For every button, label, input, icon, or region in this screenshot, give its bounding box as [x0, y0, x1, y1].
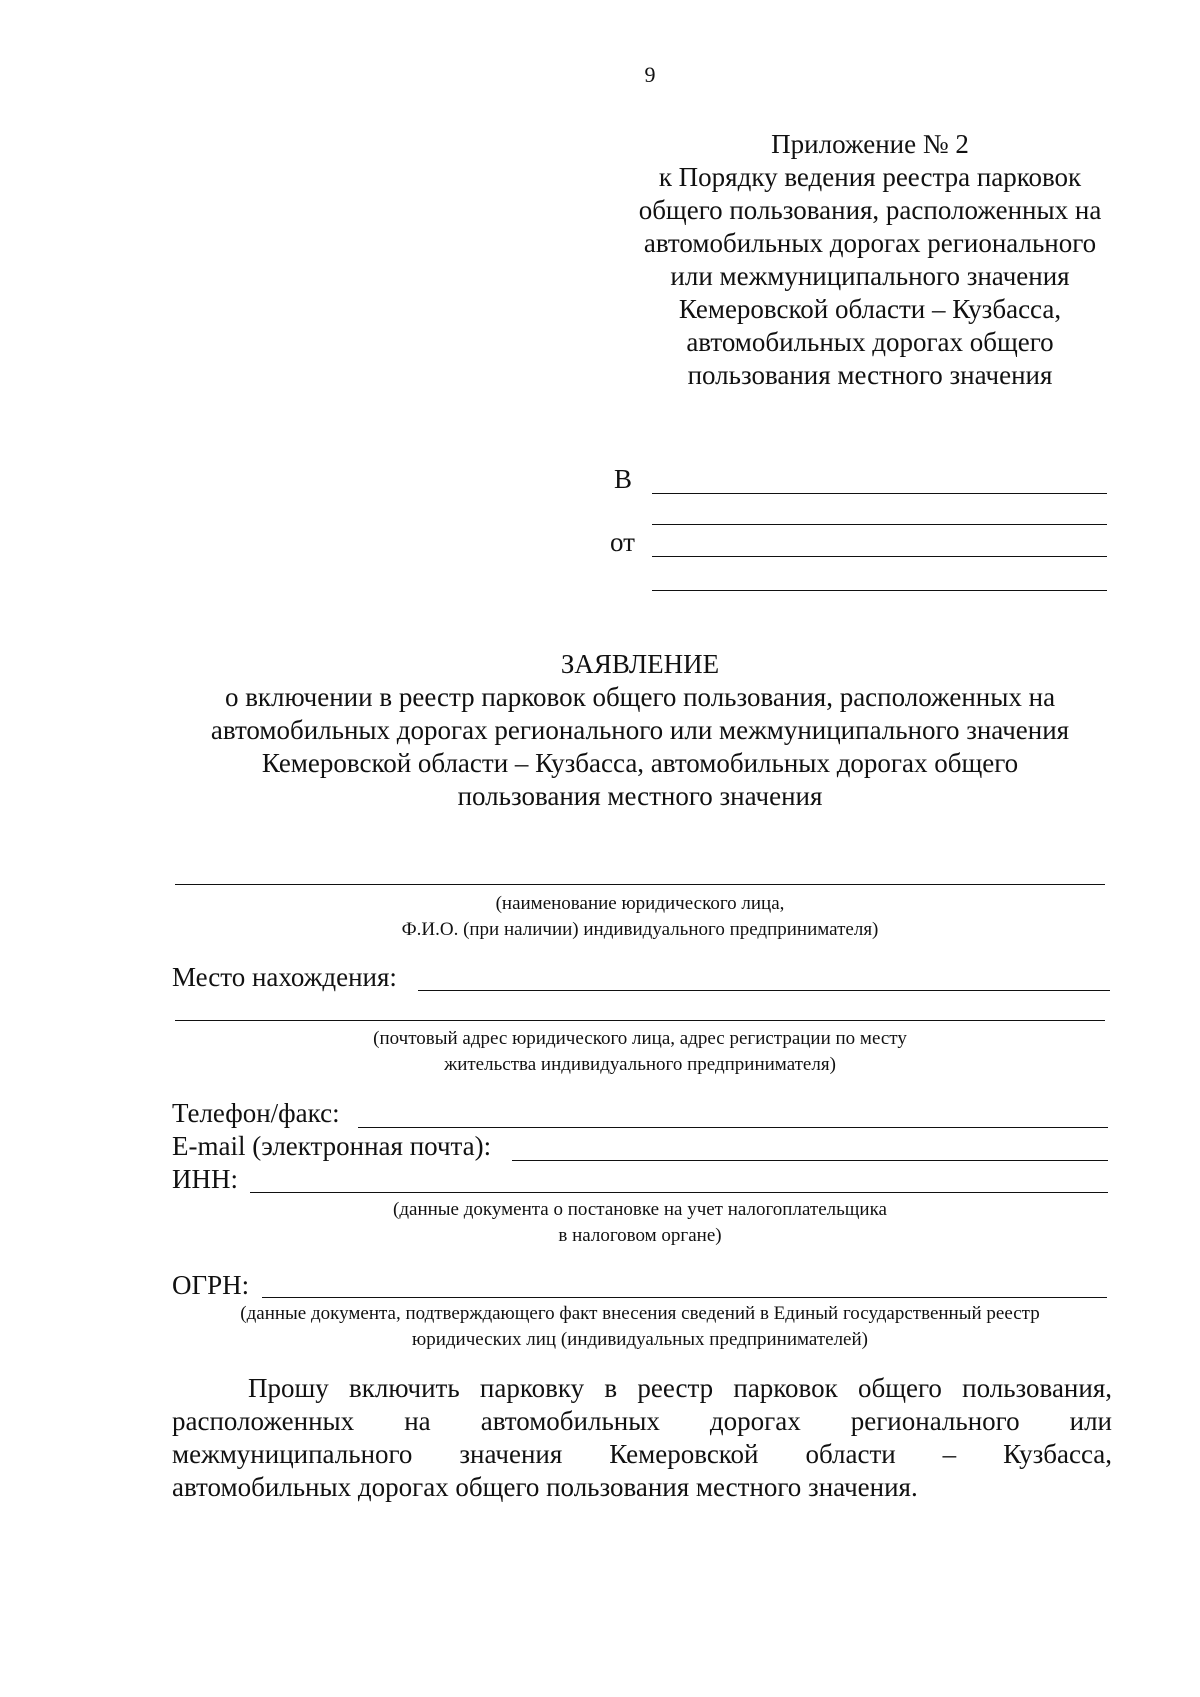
title-line: автомобильных дорогах регионального или межмуниципального значения: [210, 715, 1070, 745]
appendix-line: Кемеровской области – Кузбасса,: [678, 294, 1062, 324]
title-line: пользования местного значения: [457, 781, 823, 811]
appendix-line: автомобильных дорогах общего: [686, 327, 1054, 357]
inn-caption-1: (данные документа о постановке на учет налогоплательщика: [393, 1199, 887, 1220]
title-line: о включении в реестр парковок общего пользования, расположенных на: [224, 682, 1056, 712]
phone-label: Телефон/факс:: [172, 1098, 340, 1128]
request-paragraph: [172, 1372, 1112, 1504]
ogrn-field-line[interactable]: [262, 1297, 1107, 1298]
inn-label: ИНН:: [172, 1164, 238, 1194]
appendix-line: автомобильных дорогах регионального: [643, 228, 1097, 258]
email-field-line[interactable]: [512, 1160, 1108, 1161]
appendix-line: к Порядку ведения реестра парковок: [658, 162, 1082, 192]
ogrn-caption-1: (данные документа, подтверждающего факт внесения сведений в Единый государственный реестр: [240, 1303, 1040, 1324]
request-line: автомобильных дорогах общего пользования местного значения.: [172, 1472, 918, 1502]
from-label: от: [610, 527, 635, 557]
name-field-line[interactable]: [175, 884, 1105, 885]
page-number: 9: [644, 62, 656, 87]
ogrn-caption-2: юридических лиц (индивидуальных предпринимателей): [412, 1329, 868, 1350]
to-field-line-2[interactable]: [652, 524, 1107, 525]
name-caption-2: Ф.И.О. (при наличии) индивидуального предпринимателя): [401, 919, 879, 940]
appendix-line: Приложение № 2: [771, 129, 969, 159]
appendix-header: [620, 128, 1120, 392]
title-heading: ЗАЯВЛЕНИЕ: [560, 649, 720, 679]
to-field-line-1[interactable]: [652, 493, 1107, 494]
appendix-line: или межмуниципального значения: [670, 261, 1070, 291]
inn-caption-2: в налоговом органе): [558, 1225, 722, 1246]
location-caption-2: жительства индивидуального предпринимателя): [444, 1054, 836, 1075]
phone-field-line[interactable]: [358, 1127, 1108, 1128]
ogrn-label: ОГРН:: [172, 1270, 250, 1300]
email-label: E-mail (электронная почта):: [172, 1131, 492, 1161]
from-field-line-1[interactable]: [652, 556, 1107, 557]
appendix-line: общего пользования, расположенных на: [638, 195, 1102, 225]
to-label: В: [614, 464, 633, 494]
location-field-line-2[interactable]: [175, 1020, 1105, 1021]
request-line: Прошу включить парковку в реестр парковок общего пользования,: [248, 1373, 1112, 1403]
inn-field-line[interactable]: [250, 1192, 1108, 1193]
location-caption-1: (почтовый адрес юридического лица, адрес регистрации по месту: [373, 1028, 907, 1049]
application-title: [140, 648, 1140, 813]
from-field-line-2[interactable]: [652, 590, 1107, 591]
request-line: межмуниципального значения Кемеровской области – Кузбасса,: [172, 1439, 1112, 1469]
name-caption-1: (наименование юридического лица,: [495, 893, 785, 914]
location-label: Место нахождения:: [172, 962, 397, 992]
appendix-line: пользования местного значения: [687, 360, 1053, 390]
location-field-line-1[interactable]: [418, 990, 1110, 991]
request-line: расположенных на автомобильных дорогах регионального или: [172, 1406, 1112, 1436]
title-line: Кемеровской области – Кузбасса, автомобильных дорогах общего: [261, 748, 1019, 778]
